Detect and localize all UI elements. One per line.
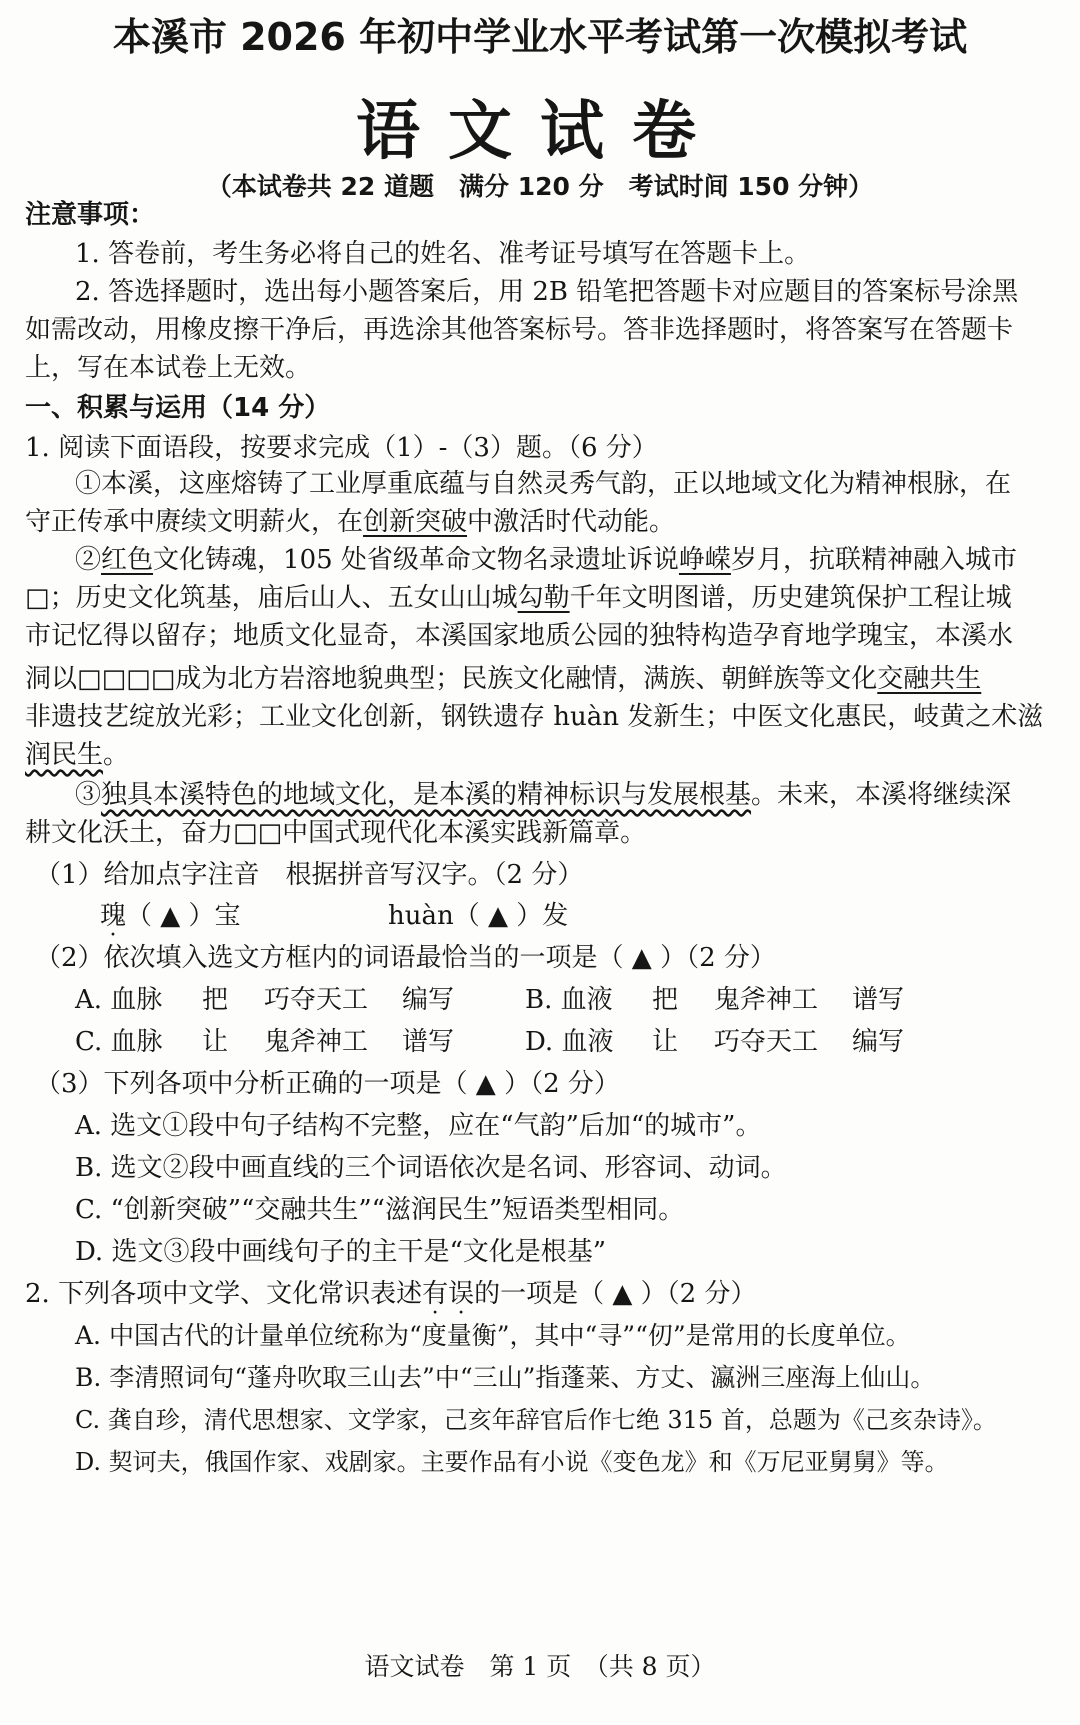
sq2-option-d: D. 血液 让 巧夺天工 编写 xyxy=(525,1027,905,1057)
subquestion-3: （3）下列各项中分析正确的一项是（ ▲ ）（2 分） xyxy=(35,1069,620,1099)
notice-line-1: 1. 答卷前，考生务必将自己的姓名、准考证号填写在答题卡上。 xyxy=(75,239,811,269)
subject-title: 语文试卷 xyxy=(356,95,724,169)
question-1-stem: 1. 阅读下面语段，按要求完成（1）-（3）题。（6 分） xyxy=(25,433,658,463)
passage-para-1-line-1: ①本溪，这座熔铸了工业厚重底蕴与自然灵秀气韵，正以地域文化为精神根脉，在 xyxy=(75,469,1012,499)
sq3-option-b: B. 选文②段中画直线的三个词语依次是名词、形容词、动词。 xyxy=(75,1153,787,1183)
notice-line-4: 上，写在本试卷上无效。 xyxy=(25,353,312,383)
sq3-option-d: D. 选文③段中画线句子的主干是“文化是根基” xyxy=(75,1237,607,1267)
passage-para-2-line-5: 非遗技艺绽放光彩；工业文化创新，钢铁遗存 huàn 发新生；中医文化惠民，岐黄之术滋 xyxy=(25,702,1044,732)
sq2-option-b: B. 血液 把 鬼斧神工 谱写 xyxy=(525,985,905,1015)
exam-title: 本溪市 2026 年初中学业水平考试第一次模拟考试 xyxy=(112,15,968,59)
passage-para-3-line-1: ③独具本溪特色的地域文化，是本溪的精神标识与发展根基。未来，本溪将继续深 xyxy=(75,780,1012,810)
underlined-word: 润民生 xyxy=(25,740,104,770)
passage-para-2-line-6: 润民生。 xyxy=(25,740,130,770)
passage-para-1-line-2: 守正传承中赓续文明薪火，在创新突破中激活时代动能。 xyxy=(25,507,676,537)
dotted-char: 误 xyxy=(448,1279,475,1309)
q2-option-b: B. 李清照词句“蓬舟吹取三山去”中“三山”指蓬莱、方丈、瀛洲三座海上仙山。 xyxy=(75,1363,936,1392)
underlined-word: 勾勒 xyxy=(517,583,570,613)
subquestion-2: （2）依次填入选文方框内的词语最恰当的一项是（ ▲ ）（2 分） xyxy=(35,943,776,973)
subquestion-1: （1）给加点字注音 根据拼音写汉字。（2 分） xyxy=(35,860,584,890)
exam-info: （本试卷共 22 道题 满分 120 分 考试时间 150 分钟） xyxy=(206,172,874,201)
dotted-char: 瑰 xyxy=(100,901,127,931)
passage-para-2-line-3: 市记忆得以留存；地质文化显奇，本溪国家地质公园的独特构造孕育地学瑰宝，本溪水 xyxy=(25,621,1014,651)
passage-para-2-line-1: ②红色文化铸魂，105 处省级革命文物名录遗址诉说峥嵘岁月，抗联精神融入城市 xyxy=(75,545,1017,575)
notice-line-3: 如需改动，用橡皮擦干净后，再选涂其他答案标号。答非选择题时，将答案写在答题卡 xyxy=(25,315,1014,345)
page-footer: 语文试卷 第 1 页 （共 8 页） xyxy=(364,1652,716,1681)
underlined-word: 峥嵘 xyxy=(678,545,731,575)
passage-para-2-line-4: 洞以□□□□成为北方岩溶地貌典型；民族文化融情，满族、朝鲜族等文化交融共生 xyxy=(25,664,982,694)
q2-option-a: A. 中国古代的计量单位统称为“度量衡”，其中“寻”“仞”是常用的长度单位。 xyxy=(75,1321,911,1350)
sq3-option-c: C. “创新突破”“交融共生”“滋润民生”短语类型相同。 xyxy=(75,1195,685,1225)
q2-option-d: D. 契诃夫，俄国作家、戏剧家。主要作品有小说《变色龙》和《万尼亚舅舅》等。 xyxy=(75,1448,949,1476)
underlined-word: 交融共生 xyxy=(877,664,982,694)
sq3-option-a: A. 选文①段中句子结构不完整，应在“气韵”后加“的城市”。 xyxy=(75,1111,762,1141)
dotted-char: 有 xyxy=(422,1279,449,1309)
q2-option-c: C. 龚自珍，清代思想家、文学家，己亥年辞官后作七绝 315 首，总题为《己亥杂诗》。 xyxy=(75,1406,997,1434)
subquestion-1-item-b: huàn（ ▲ ）发 xyxy=(388,901,569,931)
notice-heading: 注意事项： xyxy=(25,200,156,230)
passage-para-3-line-2: 耕文化沃土，奋力□□中国式现代化本溪实践新篇章。 xyxy=(25,818,647,848)
underlined-word: 创新突破 xyxy=(363,507,468,537)
subquestion-1-item-a: 瑰（ ▲ ）宝 xyxy=(100,901,241,931)
sq2-option-a: A. 血脉 把 巧夺天工 编写 xyxy=(75,985,455,1015)
underlined-sentence: 独具本溪特色的地域文化，是本溪的精神标识与发展根基 xyxy=(101,780,752,810)
question-2-stem: 2. 下列各项中文学、文化常识表述有误的一项是（ ▲ ）（2 分） xyxy=(25,1279,757,1309)
notice-line-2: 2. 答选择题时，选出每小题答案后，用 2B 铅笔把答题卡对应题目的答案标号涂黑 xyxy=(75,277,1019,307)
underlined-word: 红色 xyxy=(101,545,154,575)
section-heading: 一、积累与运用（14 分） xyxy=(25,393,331,423)
passage-para-2-line-2: □；历史文化筑基，庙后山人、五女山山城勾勒千年文明图谱，历史建筑保护工程让城 xyxy=(25,583,1012,613)
sq2-option-c: C. 血脉 让 鬼斧神工 谱写 xyxy=(75,1027,455,1057)
